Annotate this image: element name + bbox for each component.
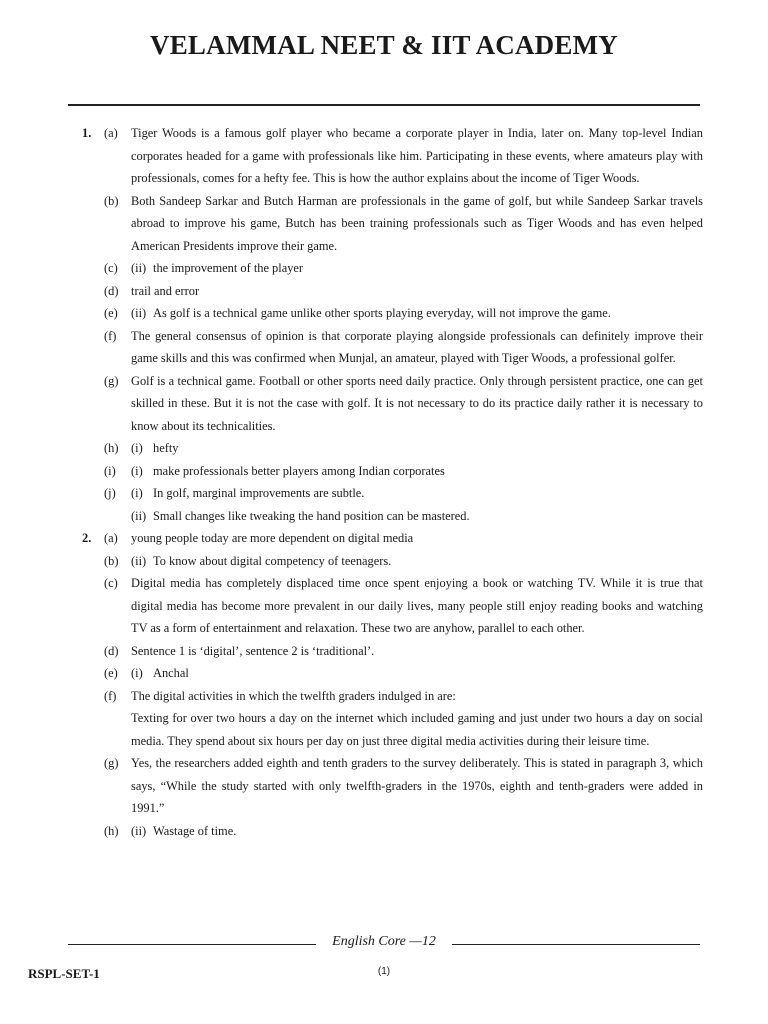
header-divider <box>68 104 700 106</box>
answer-label: (c) <box>104 576 118 590</box>
answer-item <box>0 550 768 573</box>
answer-label: (g) <box>104 373 119 388</box>
option-label: (ii) <box>131 823 147 838</box>
answer-item <box>0 707 768 752</box>
question-number: 2. <box>82 531 92 545</box>
answer-label: (b) <box>104 553 119 568</box>
option-label: (ii) <box>131 508 147 523</box>
answer-text-block <box>131 190 703 258</box>
answer-text: Digital media has completely displaced time once spent enjoying a book or watching TV. While it is true that digital media has become more prevalent in our daily lives, many people still enjoy reading books and watching TV as a form of entertainment and relaxation. These two are anyhow, parallel to each other. <box>131 576 703 635</box>
answer-text-block <box>131 302 703 325</box>
set-code: RSPL-SET-1 <box>28 966 100 981</box>
answer-text: make professionals better players among Indian corporates <box>153 463 445 478</box>
answer-item <box>0 190 768 258</box>
answer-text-block <box>131 685 703 708</box>
answer-text-block <box>131 482 703 505</box>
answer-item <box>0 370 768 438</box>
answer-label: (c) <box>104 261 118 275</box>
answer-item <box>0 325 768 370</box>
answer-text-block <box>131 640 703 663</box>
answer-text-block <box>131 572 703 640</box>
answer-text: Anchal <box>153 666 189 680</box>
answer-label: (d) <box>104 283 119 298</box>
answer-text: Yes, the researchers added eighth and tenth graders to the survey deliberately. This is stated in paragraph 3, which says, “While the study started with only twelfth-graders in the 1970s, eighth and tenth-graders were added in 1991.” <box>131 756 703 815</box>
answer-text: Both Sandeep Sarkar and Butch Harman are professionals in the game of golf, but while Sandeep Sarkar travels abroad to improve his game, Butch has been training professionals such as Tiger Woods and has even helped American Presidents improve their game. <box>131 193 703 253</box>
answer-label: (e) <box>104 666 118 680</box>
answer-text-block <box>131 122 703 190</box>
answer-text: trail and error <box>131 283 200 298</box>
answer-item <box>0 640 768 663</box>
answer-label: (h) <box>104 823 119 838</box>
answer-text: Small changes like tweaking the hand position can be mastered. <box>153 508 470 523</box>
footer-subject: English Core —12 <box>332 934 436 949</box>
answer-text: Texting for over two hours a day on the internet which included gaming and just under two hours a day on social media. They spend about six hours per day on just three digital media activities during their leisure time. <box>131 711 703 748</box>
answer-text: The digital activities in which the twelfth graders indulged in are: <box>131 688 456 703</box>
answer-text: Sentence 1 is ‘digital’, sentence 2 is ‘traditional’. <box>131 643 375 658</box>
answer-text: hefty <box>153 441 179 455</box>
answer-label: (b) <box>104 193 119 208</box>
answer-label: (a) <box>104 126 118 140</box>
answer-item <box>0 662 768 685</box>
answer-label: (j) <box>104 486 116 500</box>
answer-label: (f) <box>104 328 117 343</box>
answer-text: Tiger Woods is a famous golf player who became a corporate player in India, later on. Many top-level Indian corporates headed for a game with professionals like him. Participating in these events, where amateurs play with professionals, comes for a hefty fee. This is how the author explains about the income of Tiger Woods. <box>131 126 703 185</box>
answer-item <box>0 437 768 460</box>
answer-label: (i) <box>104 463 116 478</box>
answer-label: (d) <box>104 643 119 658</box>
answer-item <box>0 527 768 550</box>
answer-text-block <box>131 257 703 280</box>
answer-content <box>0 122 768 842</box>
answer-text: As golf is a technical game unlike other sports playing everyday, will not improve the game. <box>153 306 611 320</box>
answer-label: (a) <box>104 531 118 545</box>
option-label: (i) <box>131 666 143 680</box>
answer-text-block <box>131 527 703 550</box>
answer-item <box>0 302 768 325</box>
answer-item <box>0 460 768 483</box>
page-number: (1) <box>377 966 391 977</box>
option-label: (i) <box>131 463 143 478</box>
answer-text: The general consensus of opinion is that corporate playing alongside professionals can definitely improve their game skills and this was confirmed when Munjal, an amateur, played with Tiger Woods, a professional golfer. <box>131 328 703 365</box>
answer-text-block <box>131 707 703 752</box>
question-number: 1. <box>82 126 92 140</box>
answer-label: (f) <box>104 688 117 703</box>
answer-item <box>0 122 768 190</box>
answer-text: young people today are more dependent on digital media <box>131 531 414 545</box>
answer-item <box>0 280 768 303</box>
answer-label: (h) <box>104 441 119 455</box>
answer-text-block <box>131 550 703 573</box>
answer-text: Golf is a technical game. Football or other sports need daily practice. Only through persistent practice, one can get skilled in these. But it is not the case with golf. It is not necessary to do its practice daily rather it is necessary to know about its technicalities. <box>131 373 703 433</box>
answer-item <box>0 505 768 528</box>
answer-text-block <box>131 752 703 820</box>
page-title: VELAMMAL NEET & IIT ACADEMY <box>150 30 618 60</box>
answer-item <box>0 482 768 505</box>
answer-text: Wastage of time. <box>153 823 237 838</box>
answer-item <box>0 685 768 708</box>
footer-rule-right <box>452 944 700 945</box>
answer-text: the improvement of the player <box>153 261 304 275</box>
option-label: (ii) <box>131 261 147 275</box>
answer-text-block <box>131 460 703 483</box>
answer-label: (e) <box>104 306 118 320</box>
answer-text-block <box>131 662 703 685</box>
answer-item <box>0 820 768 843</box>
answer-text: To know about digital competency of teenagers. <box>153 553 392 568</box>
answer-text-block <box>131 505 703 528</box>
footer-rule-left <box>68 944 316 945</box>
option-label: (i) <box>131 486 143 500</box>
answer-text-block <box>131 325 703 370</box>
answer-text-block <box>131 280 703 303</box>
answer-text-block <box>131 820 703 843</box>
answer-item <box>0 572 768 640</box>
option-label: (ii) <box>131 553 147 568</box>
option-label: (i) <box>131 441 143 455</box>
answer-text: In golf, marginal improvements are subtle. <box>153 486 365 500</box>
answer-label: (g) <box>104 756 119 770</box>
option-label: (ii) <box>131 306 147 320</box>
answer-text-block <box>131 437 703 460</box>
answer-item <box>0 752 768 820</box>
answer-item <box>0 257 768 280</box>
answer-text-block <box>131 370 703 438</box>
